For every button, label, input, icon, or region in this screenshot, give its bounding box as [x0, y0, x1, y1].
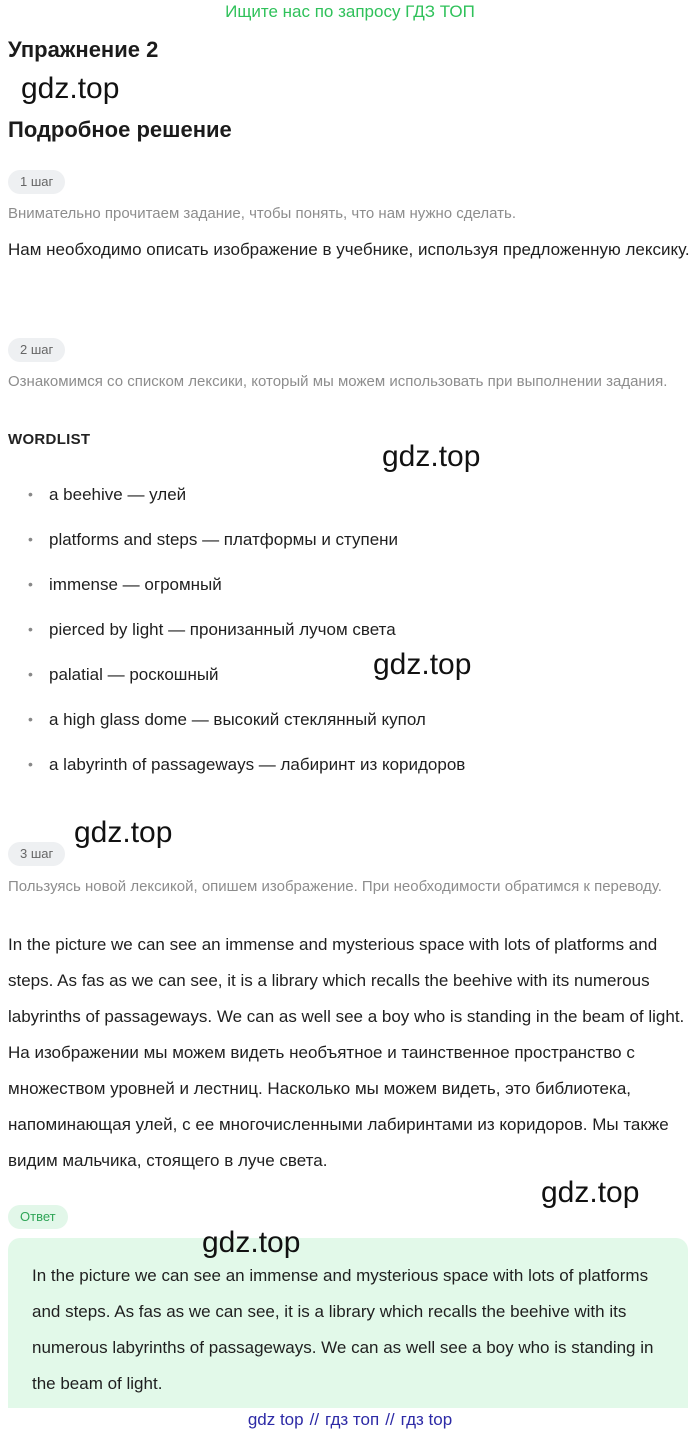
bullet-icon: •: [28, 621, 33, 637]
watermark-logo: gdz.top: [202, 1226, 301, 1259]
watermark-logo: gdz.top: [74, 816, 173, 849]
step-1-badge: 1 шаг: [8, 170, 65, 194]
answer-badge: Ответ: [8, 1205, 68, 1229]
step-3-badge: 3 шаг: [8, 842, 65, 866]
step-2-hint: Ознакомимся со списком лексики, который мы можем использовать при выполнении задания.: [8, 373, 668, 390]
list-item: [28, 607, 465, 652]
list-item-text: a labyrinth of passageways — лабиринт из коридоров: [49, 755, 466, 774]
answer-box: [8, 1238, 688, 1408]
bullet-icon: •: [28, 576, 33, 592]
watermark-logo: gdz.top: [382, 440, 481, 473]
bullet-icon: •: [28, 531, 33, 547]
step-3-text: In the picture we can see an immense and mysterious space with lots of platforms and steps. As fas as we can see, it is a library which recalls the beehive with its numerous labyrinths of passageways. We can as well see a boy who is standing in the beam of light. На изображении мы можем видеть необъятное и таинственное пространство с множеством уровней и лестниц. Насколько мы можем видеть, это библиотека, напоминающая улей, с ее многочисленными лабиринтами из коридоров. Мы также видим мальчика, стоящего в луче света.: [8, 935, 685, 1170]
list-item: [28, 742, 465, 787]
footer-link-gdz-top-ru[interactable]: гдз топ: [325, 1410, 380, 1429]
bullet-icon: •: [28, 666, 33, 682]
exercise-title: Упражнение 2: [8, 37, 159, 62]
footer-separator: //: [309, 1410, 320, 1429]
bullet-icon: •: [28, 486, 33, 502]
watermark-logo: gdz.top: [373, 648, 472, 681]
list-item-text: immense — огромный: [49, 575, 222, 594]
list-item: [28, 562, 465, 607]
bullet-icon: •: [28, 711, 33, 727]
wordlist-heading: WORDLIST: [8, 431, 91, 448]
list-item: [28, 697, 465, 742]
list-item-text: pierced by light — пронизанный лучом света: [49, 620, 396, 639]
top-banner: Ищите нас по запросу ГДЗ ТОП: [225, 2, 475, 21]
step-1-hint: Внимательно прочитаем задание, чтобы понять, что нам нужно сделать.: [8, 205, 517, 222]
footer-link-gdz-top-mixed[interactable]: гдз top: [400, 1410, 453, 1429]
list-item: [28, 517, 465, 562]
step-2-badge: 2 шаг: [8, 338, 65, 362]
list-item-text: palatial — роскошный: [49, 665, 219, 684]
answer-text: In the picture we can see an immense and mysterious space with lots of platforms and steps. As fas as we can see, it is a library which recalls the beehive with its numerous labyrinths of passageways. We can as well see a boy who is standing in the beam of light.: [32, 1266, 654, 1393]
step-1-text: Нам необходимо описать изображение в учебнике, используя предложенную лексику.: [8, 240, 690, 259]
watermark-logo: gdz.top: [21, 72, 120, 105]
list-item-text: a high glass dome — высокий стеклянный купол: [49, 710, 426, 729]
list-item-text: platforms and steps — платформы и ступени: [49, 530, 399, 549]
step-3-hint: Пользуясь новой лексикой, опишем изображение. При необходимости обратимся к переводу.: [8, 878, 662, 895]
footer-link-gdz-top[interactable]: gdz top: [247, 1410, 304, 1429]
list-item-text: a beehive — улей: [49, 485, 187, 504]
list-item: [28, 472, 465, 517]
watermark-logo: gdz.top: [541, 1176, 640, 1209]
footer-separator: //: [385, 1410, 395, 1429]
footer-links: [0, 1408, 700, 1432]
section-title: Подробное решение: [8, 117, 232, 142]
wordlist: [28, 472, 465, 787]
bullet-icon: •: [28, 756, 33, 772]
